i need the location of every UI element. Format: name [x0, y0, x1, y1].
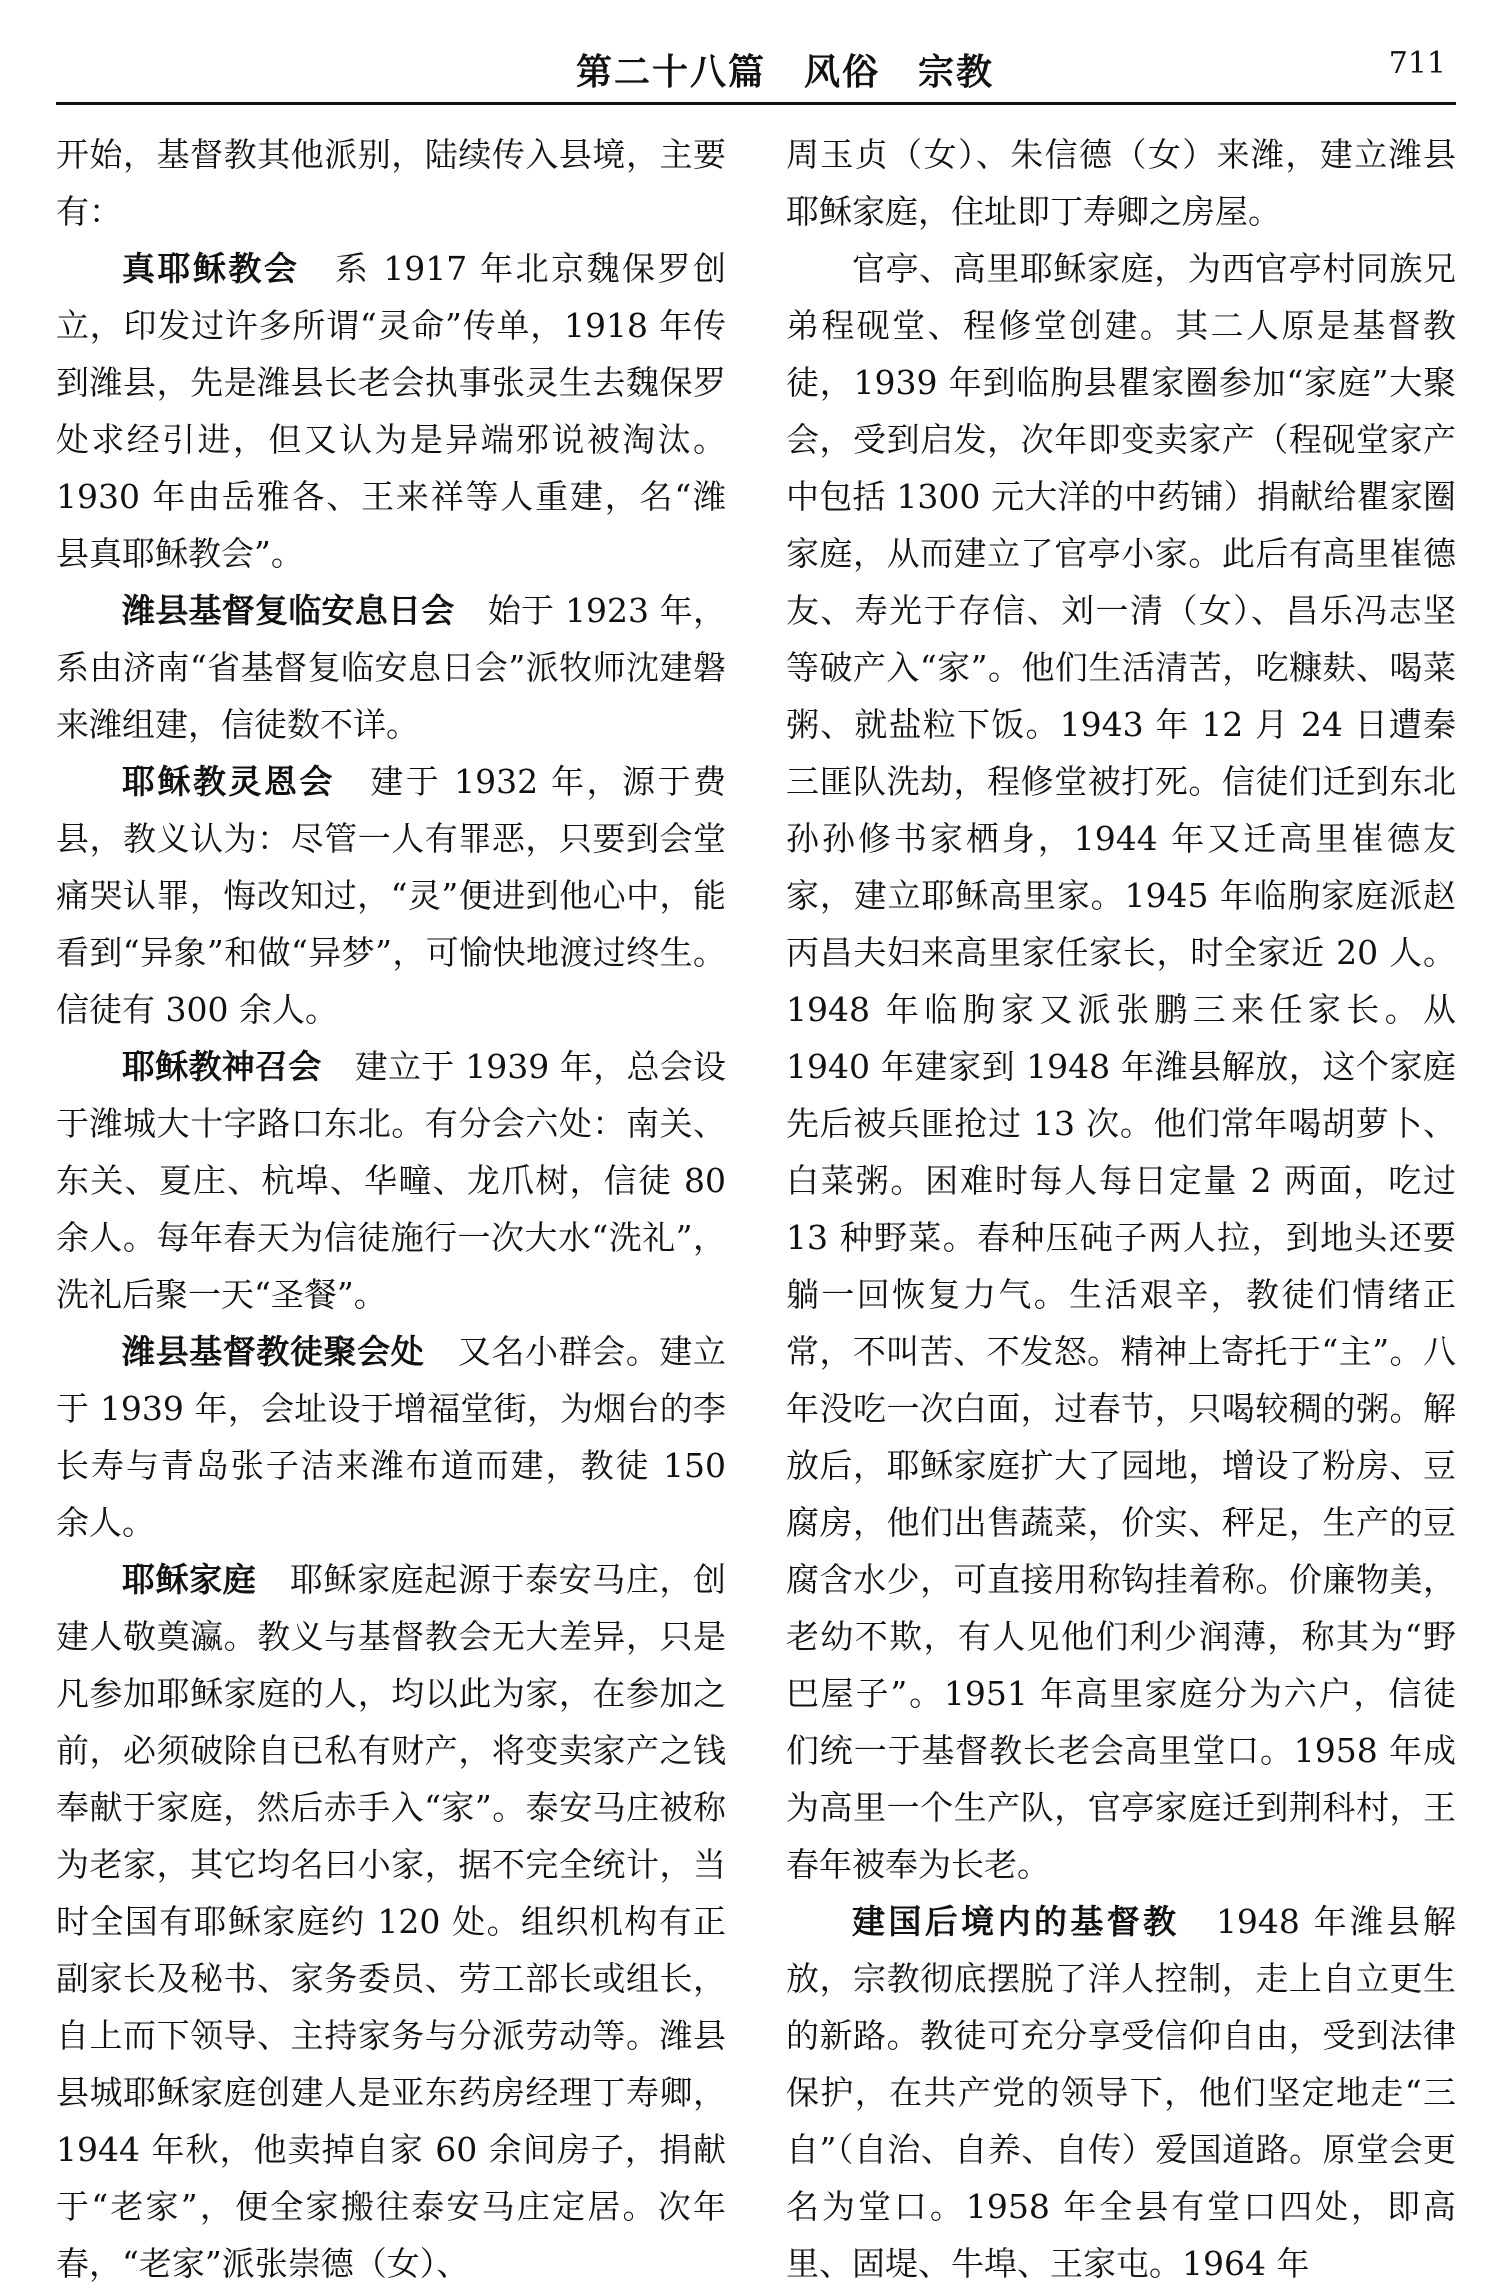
paragraph [56, 1551, 726, 2292]
paragraph [56, 582, 726, 753]
right-column [786, 126, 1456, 2292]
paragraph-text: 系 1917 年北京魏保罗创立，印发过许多所谓“灵命”传单，1918 年传到潍县，先是潍县长老会执事张灵生去魏保罗处求经引进，但又认为是异端邪说被淘汰。1930 年由岳雅各、王来祥等人重建，名“潍县真耶稣教会”。 [56, 249, 726, 573]
paragraph [786, 1893, 1456, 2292]
paragraph-text: 建于 1932 年，源于费县，教义认为：尽管一人有罪恶，只要到会堂痛哭认罪，悔改知过，“灵”便进到他心中，能看到“异象”和做“异梦”，可愉快地渡过终生。信徒有 300 余人。 [56, 762, 726, 1029]
section-heading: 潍县基督复临安息日会 [122, 591, 455, 630]
paragraph-text: 耶稣家庭起源于泰安马庄，创建人敬奠瀛。教义与基督教会无大差异，只是凡参加耶稣家庭的人，均以此为家，在参加之前，必须破除自已私有财产，将变卖家产之钱奉献于家庭，然后赤手入“家”。泰安马庄被称为老家，其它均名曰小家，据不完全统计，当时全国有耶稣家庭约 120 处。组织机构有正副家长及秘书、家务委员、劳工部长或组长，自上而下领导、主持家务与分派劳动等。潍县县城耶稣家庭创建人是亚东药房经理丁寿卿，1944 年秋，他卖掉自家 60 余间房子，捐献于“老家”，便全家搬往泰安马庄定居。次年春，“老家”派张崇德（女）、 [56, 1560, 727, 2283]
paragraph [56, 126, 726, 240]
section-heading: 真耶稣教会 [122, 249, 300, 288]
page-number: 711 [1388, 46, 1446, 81]
paragraph [56, 753, 726, 1038]
paragraph [56, 1323, 726, 1551]
section-heading: 耶稣教灵恩会 [122, 762, 335, 801]
paragraph [56, 240, 726, 582]
paragraph-text: 开始，基督教其他派别，陆续传入县境，主要有： [56, 135, 726, 231]
paragraph-text: 官亭、高里耶稣家庭，为西官亭村同族兄弟程砚堂、程修堂创建。其二人原是基督教徒，1939 年到临朐县瞿家圈参加“家庭”大聚会，受到启发，次年即变卖家产（程砚堂家产中包括 1300 元大洋的中药铺）捐献给瞿家圈家庭，从而建立了官亭小家。此后有高里崔德友、寿光于存信、刘一清（女）、昌乐冯志坚等破产入“家”。他们生活清苦，吃糠麸、喝菜粥、就盐粒下饭。1943 年 12 月 24 日遭秦三匪队洗劫，程修堂被打死。信徒们迁到东北孙孙修书家栖身，1944 年又迁高里崔德友家，建立耶稣高里家。1945 年临朐家庭派赵丙昌夫妇来高里家任家长，时全家近 20 人。1948 年临朐家又派张鹏三来任家长。从 1940 年建家到 1948 年潍县解放，这个家庭先后被兵匪抢过 13 次。他们常年喝胡萝卜、白菜粥。困难时每人每日定量 2 两面，吃过 13 种野菜。春种压砘子两人拉，到地头还要躺一回恢复力气。生活艰辛，教徒们情绪正常，不叫苦、不发怒。精神上寄托于“主”。八年没吃一次白面，过春节，只喝较稠的粥。解放后，耶稣家庭扩大了园地，增设了粉房、豆腐房，他们出售蔬菜，价实、秤足，生产的豆腐含水少，可直接用称钩挂着称。价廉物美，老幼不欺，有人见他们利少润薄，称其为“野巴屋子”。1951 年高里家庭分为六户，信徒们统一于基督教长老会高里堂口。1958 年成为高里一个生产队，官亭家庭迁到荆科村，王春年被奉为长老。 [786, 249, 1456, 1884]
chapter-title: 第二十八篇 风俗 宗教 [576, 52, 995, 93]
paragraph-text: 又名小群会。建立于 1939 年，会址设于增福堂街，为烟台的李长寿与青岛张子洁来潍布道而建，教徒 150 余人。 [56, 1332, 727, 1542]
paragraph [56, 1038, 726, 1323]
page-header [56, 30, 1456, 105]
paragraph-text: 建立于 1939 年，总会设于潍城大十字路口东北。有分会六处：南关、东关、夏庄、杭埠、华疃、龙爪树，信徒 80 余人。每年春天为信徒施行一次大水“洗礼”，洗礼后聚一天“圣餐”。 [56, 1047, 726, 1314]
paragraph [786, 240, 1456, 1893]
section-heading: 耶稣教神召会 [122, 1047, 322, 1086]
section-heading: 耶稣家庭 [122, 1560, 257, 1599]
paragraph-text: 周玉贞（女）、朱信德（女）来潍，建立潍县耶稣家庭，住址即丁寿卿之房屋。 [786, 135, 1456, 231]
section-heading: 潍县基督教徒聚会处 [122, 1332, 425, 1371]
paragraph-text: 1948 年潍县解放，宗教彻底摆脱了洋人控制，走上自立更生的新路。教徒可充分享受信仰自由，受到法律保护，在共产党的领导下，他们坚定地走“三自”（自治、自养、自传）爱国道路。原堂会更名为堂口。1958 年全县有堂口四处，即高里、固堤、牛埠、王家屯。1964 年 [786, 1902, 1456, 2283]
paragraph-text: 始于 1923 年，系由济南“省基督复临安息日会”派牧师沈建磐来潍组建，信徒数不详。 [56, 591, 727, 744]
paragraph [786, 126, 1456, 240]
section-heading: 建国后境内的基督教 [852, 1902, 1180, 1941]
left-column [56, 126, 726, 2292]
